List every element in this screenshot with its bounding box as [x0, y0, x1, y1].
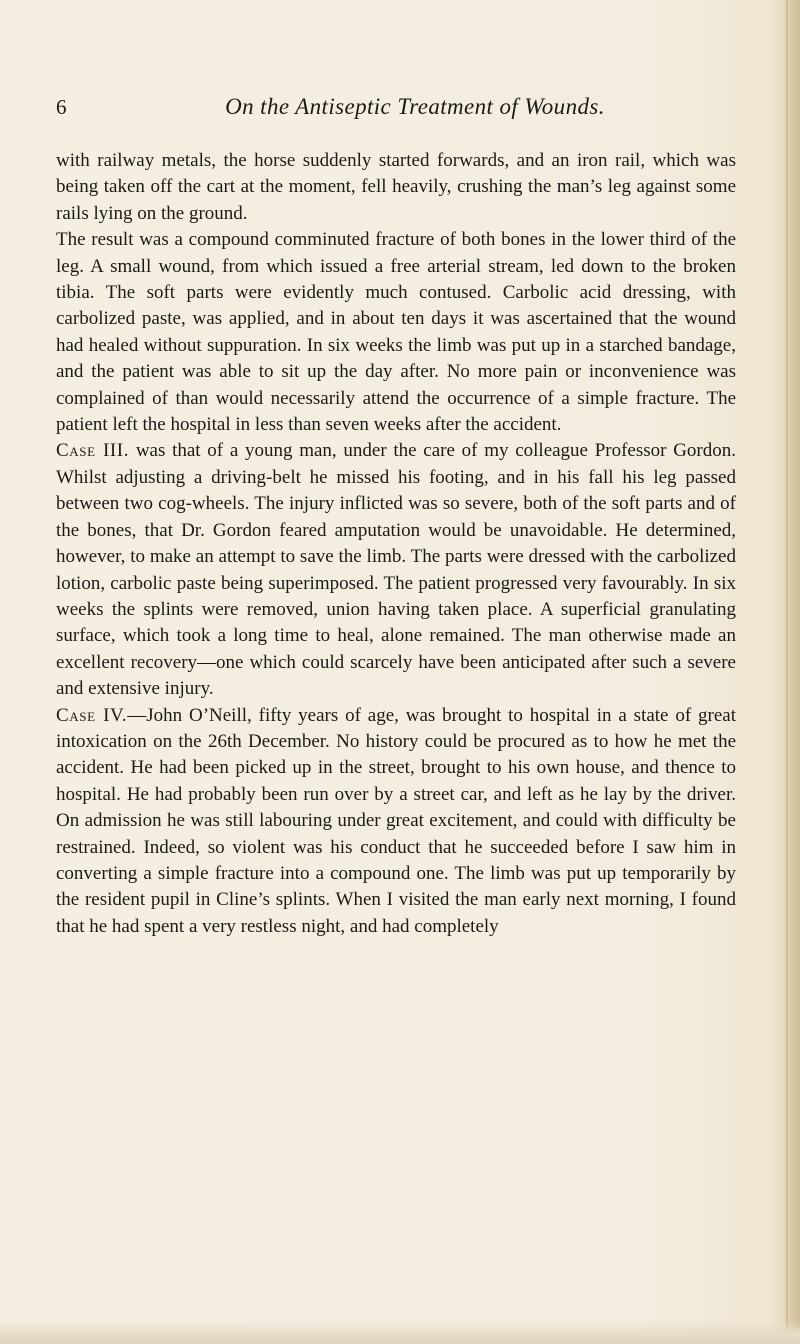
page-edge-line: [786, 0, 788, 1344]
case-iv-label: Case IV.: [56, 704, 128, 726]
paragraph-case-iv: [56, 703, 736, 941]
case-iii-label: Case III.: [56, 440, 130, 462]
case-iii-text: was that of a young man, under the care of my colleague Professor Gordon. Whilst adjusting a driving-belt he missed his footing, and in his fall his leg passed between two cog-wheels. The injury inflicted was so severe, both of the soft parts and of the bones, that Dr. Gordon feared amputation would be unavoidable. He determined, however, to make an attempt to save the limb. The parts were dressed with the carbolized lotion, carbolic paste being superimposed. The patient progressed very favourably. In six weeks the splints were removed, union having taken place. A superficial granulating surface, which took a long time to heal, alone remained. The man otherwise made an excellent recovery—one which could scarcely have been anticipated after such a severe and extensive injury.: [56, 440, 736, 700]
body-text: [56, 148, 736, 940]
running-head: On the Antiseptic Treatment of Wounds.: [225, 94, 605, 119]
case-iv-text: —John O’Neill, fifty years of age, was brought to hospital in a state of great intoxication on the 26th December. No history could be procured as to how he met the accident. He had been picked up in the street, brought to his own house, and thence to hospital. He had probably been run over by a street car, and left as he lay by the driver. On admission he was still labouring under great excitement, and could with difficulty be restrained. Indeed, so violent was his conduct that he succeeded before I saw him in converting a simple fracture into a compound one. The limb was put up temporarily by the resident pupil in Cline’s splints. When I visited the man early next morning, I found that he had spent a very restless night, and had completely: [56, 704, 736, 937]
page-header: [56, 92, 746, 126]
page-bottom-shadow: [0, 1320, 800, 1344]
paragraph-2: [56, 227, 736, 438]
page-number: 6: [56, 95, 67, 119]
paragraph-case-iii: [56, 438, 736, 702]
paragraph-1: with railway metals, the horse suddenly started forwards, and an iron rail, which was being taken off the cart at the moment, fell heavily, crushing the man’s leg against some rails lying on the ground.: [56, 150, 736, 224]
paragraph-2-text: The result was a compound comminuted fracture of both bones in the lower third of the leg. A small wound, from which issued a free arterial stream, led down to the broken tibia. The soft parts were evidently much contused. Carbolic acid dressing, with carbolized paste, was applied, and in about ten days it was ascertained that the wound had healed without suppuration. In six weeks the limb was put up in a starched bandage, and the patient was able to sit up the day after. No more pain or inconvenience was complained of than would necessarily attend the occurrence of a simple fracture. The patient left the hospital in less than seven weeks after the accident.: [56, 229, 736, 436]
